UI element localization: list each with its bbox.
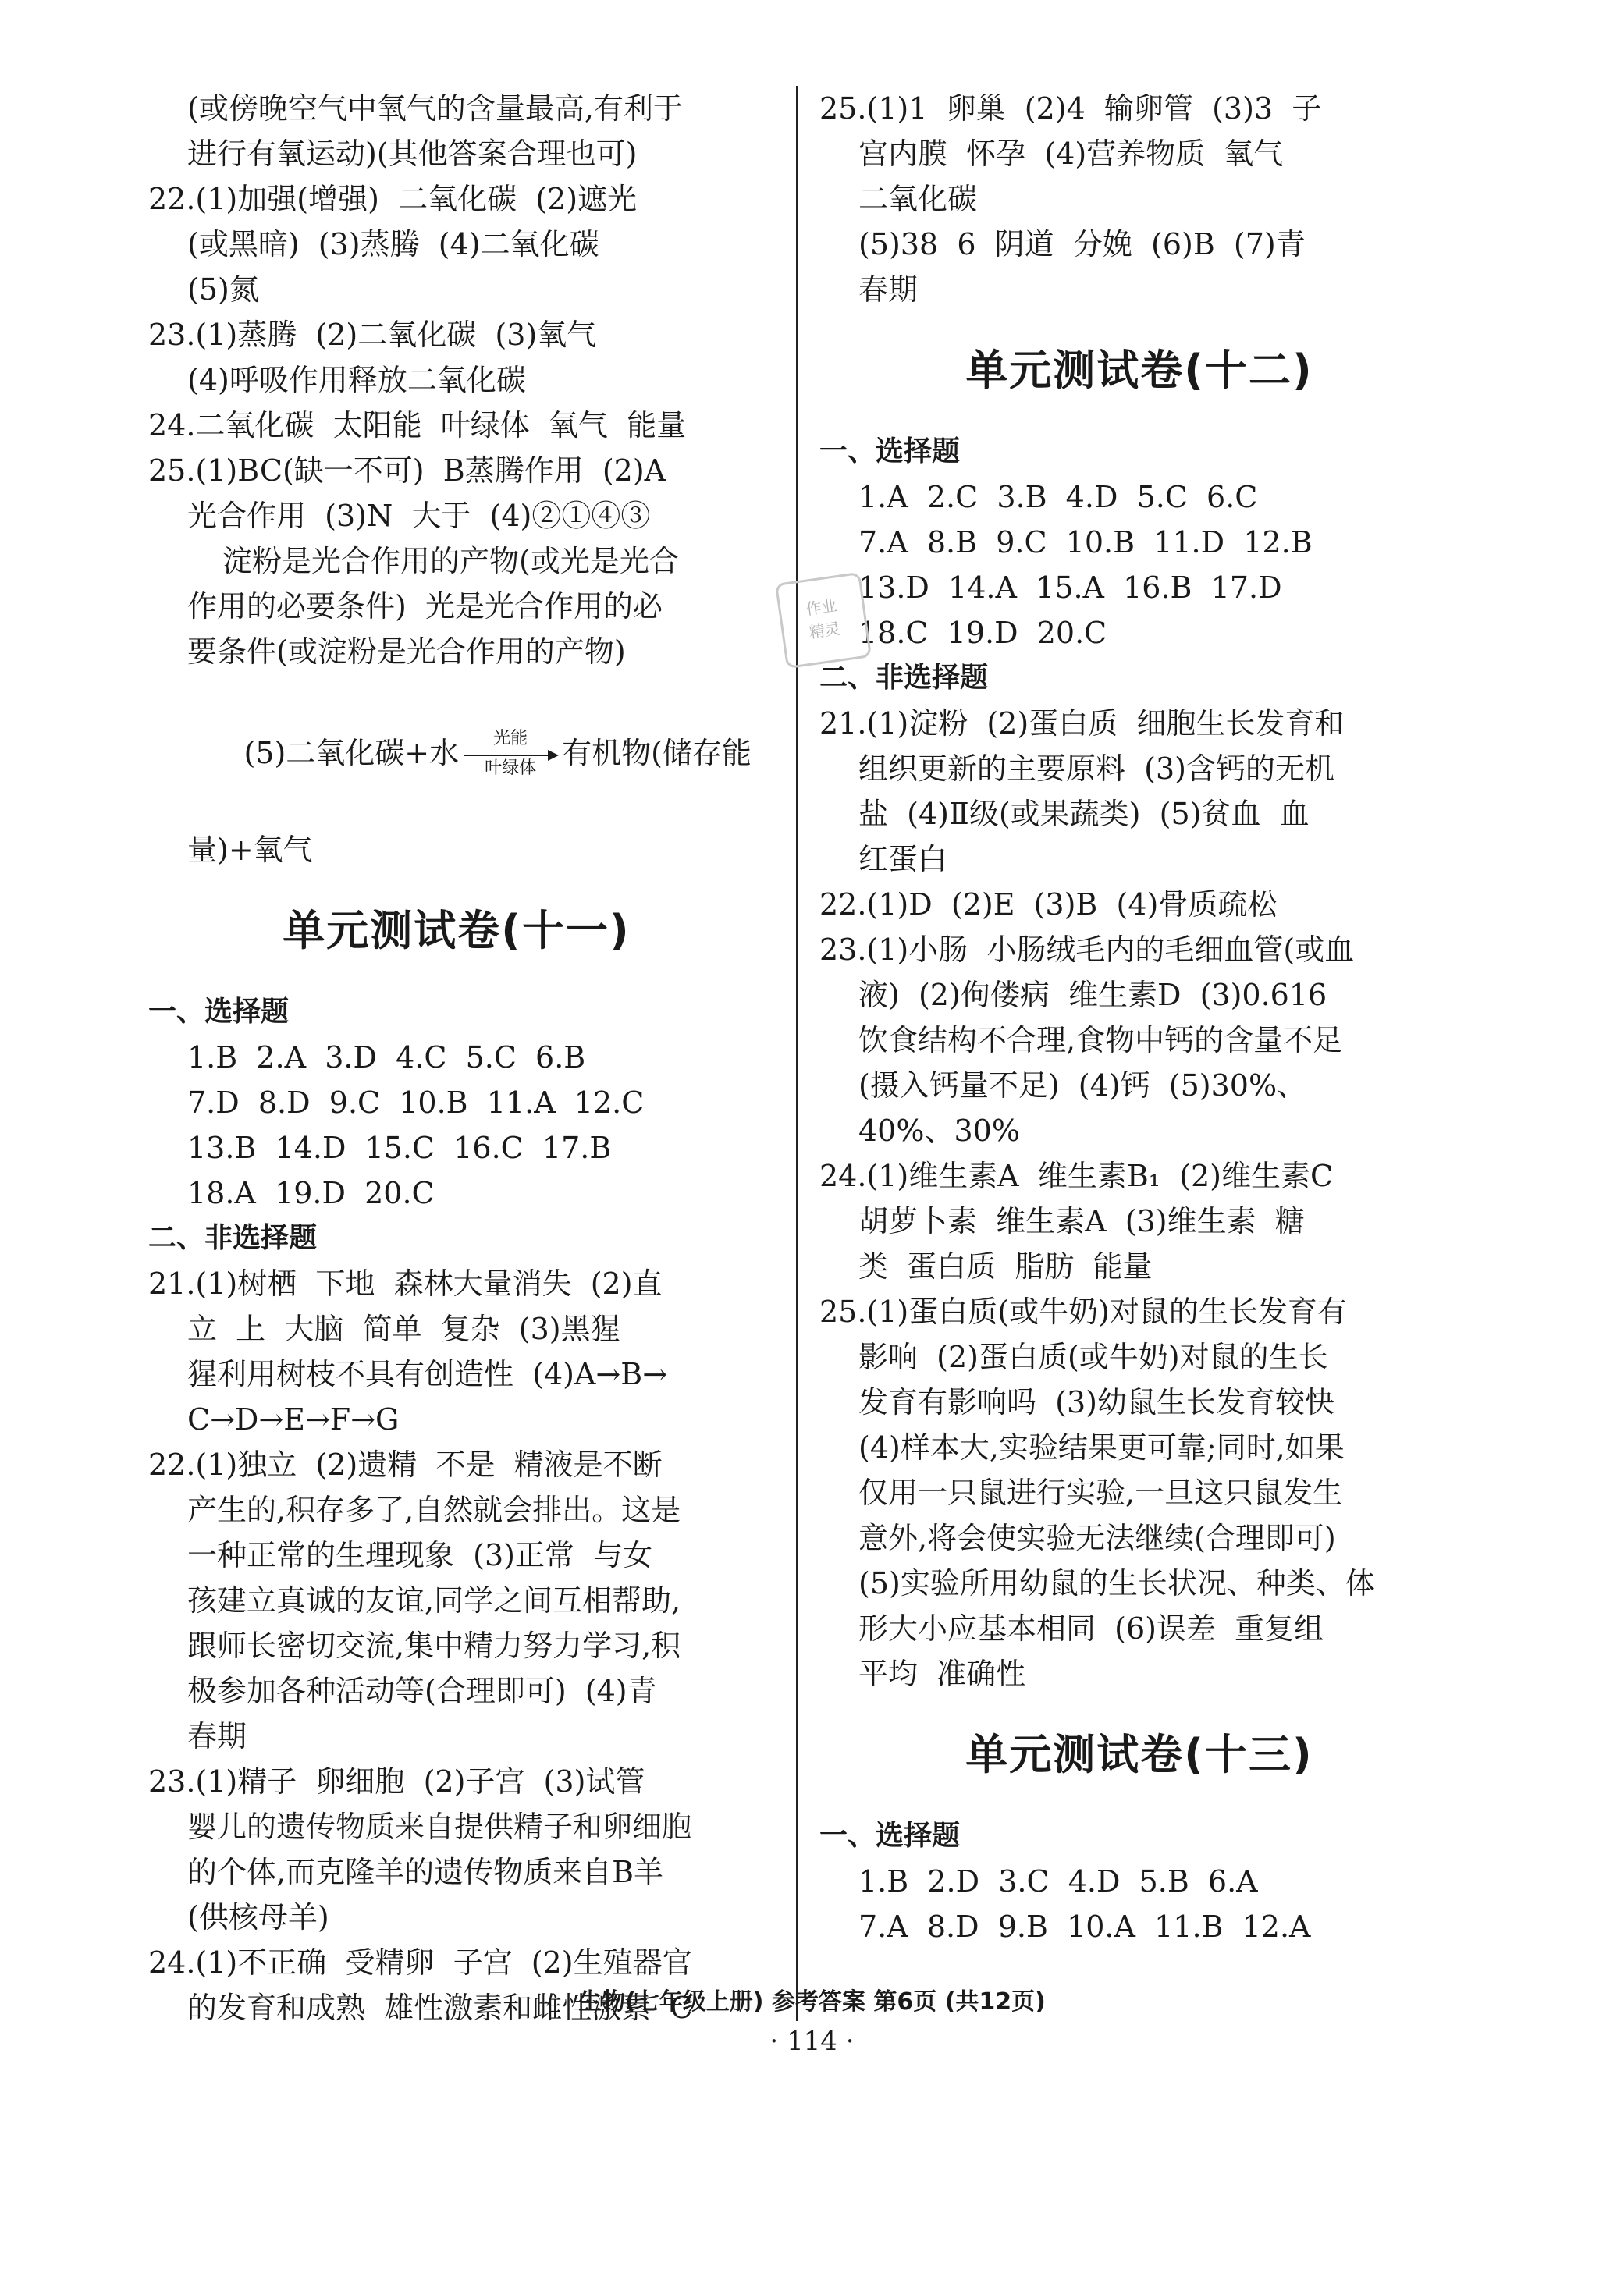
text-line: 婴儿的遗传物质来自提供精子和卵细胞 [187,1810,692,1844]
section-heading: 一、选择题 [819,435,961,467]
text-line: 盐 (4)Ⅱ级(或果蔬类) (5)贫血 血 [858,797,1310,831]
answer-row: 7.A 8.B 9.C 10.B 11.D 12.B [858,525,1313,560]
text-line: 21.(1)淀粉 (2)蛋白质 细胞生长发育和 [819,706,1345,741]
text-line: (4)呼吸作用释放二氧化碳 [187,363,526,397]
section-title: 单元测试卷(十一) [283,906,631,955]
text-line: 24.(1)维生素A 维生素B₁ (2)维生素C [819,1159,1334,1193]
text-line: 宫内膜 怀孕 (4)营养物质 氧气 [858,137,1284,171]
text-line: 一种正常的生理现象 (3)正常 与女 [187,1538,653,1572]
text-line: 量)+氧气 [187,833,313,867]
text-line: 发育有影响吗 (3)幼鼠生长发育较快 [858,1385,1334,1419]
text-line: 影响 (2)蛋白质(或牛奶)对鼠的生长 [858,1340,1328,1374]
text-line: 22.(1)D (2)E (3)B (4)骨质疏松 [819,887,1278,922]
text-line: 的发育和成熟 雄性激素和雌性激素 C [187,1991,693,2025]
text-line: 淀粉是光合作用的产物(或光是光合 [222,544,679,578]
photosynthesis-equation [148,685,765,821]
text-line: 产生的,积存多了,自然就会排出。这是 [187,1493,681,1527]
text-line: 跟师长密切交流,集中精力努力学习,积 [187,1629,681,1663]
text-line: 类 蛋白质 脂肪 能量 [858,1249,1153,1284]
text-line: 组织更新的主要原料 (3)含钙的无机 [858,751,1334,786]
text-line: 24.(1)不正确 受精卵 子宫 (2)生殖器官 [148,1945,692,1980]
text-line: 25.(1)1 卵巢 (2)4 输卵管 (3)3 子 [819,91,1322,126]
text-line: 意外,将会使实验无法继续(合理即可) [858,1521,1336,1555]
stamp-text: 作业 [805,595,839,619]
answer-row: 1.B 2.A 3.D 4.C 5.C 6.B [187,1040,586,1075]
arrow-condition-top: 光能 [493,728,528,748]
text-line: (或黑暗) (3)蒸腾 (4)二氧化碳 [187,227,599,261]
text-line: 25.(1)蛋白质(或牛奶)对鼠的生长发育有 [819,1295,1347,1329]
answer-row: 1.A 2.C 3.B 4.D 5.C 6.C [858,480,1258,514]
text-line: (摄入钙量不足) (4)钙 (5)30%、 [858,1068,1307,1103]
text-line: 液) (2)佝偻病 维生素D (3)0.616 [858,978,1327,1012]
column-divider [796,86,798,2021]
reaction-arrow [464,728,557,778]
section-heading: 一、选择题 [819,1820,961,1852]
page-number: · 114 · [769,2026,855,2057]
text-line: 25.(1)BC(缺一不可) B蒸腾作用 (2)A [148,453,666,488]
text-line: (或傍晚空气中氧气的含量最高,有利于 [187,91,683,126]
text-line: 红蛋白 [858,842,948,876]
text-line: 饮食结构不合理,食物中钙的含量不足 [858,1023,1343,1057]
section-heading: 一、选择题 [148,996,290,1028]
section-title: 单元测试卷(十三) [965,1730,1313,1779]
arrow-icon [464,755,557,756]
section-title: 单元测试卷(十二) [965,346,1313,395]
text-line: 的个体,而克隆羊的遗传物质来自B羊 [187,1855,664,1889]
right-column [819,86,1459,1949]
text-line: (5)实验所用幼鼠的生长状况、种类、体 [858,1566,1375,1600]
text-line: 立 上 大脑 简单 复杂 (3)黑猩 [187,1312,620,1346]
text-line: 21.(1)树栖 下地 森林大量消失 (2)直 [148,1266,663,1301]
text-line: 作用的必要条件) 光是光合作用的必 [187,589,663,623]
answer-row: 7.D 8.D 9.C 10.B 11.A 12.C [187,1085,645,1120]
text-line: 24.二氧化碳 太阳能 叶绿体 氧气 能量 [148,408,687,442]
answer-row: 13.B 14.D 15.C 16.C 17.B [187,1131,612,1165]
text-line: 胡萝卜素 维生素A (3)维生素 糖 [858,1204,1305,1238]
page-footer: 生物(七年级上册) 参考答案 第6页 (共12页) [578,1988,1046,2016]
text-line: 猩利用树枝不具有创造性 (4)A→B→ [187,1357,668,1391]
text-line: 22.(1)加强(增强) 二氧化碳 (2)遮光 [148,182,638,216]
text-line: 仅用一只鼠进行实验,一旦这只鼠发生 [858,1476,1343,1510]
text-line: 光合作用 (3)N 大于 (4)②①④③ [187,499,651,533]
text-line: 极参加各种活动等(合理即可) (4)青 [187,1674,657,1708]
section-heading: 二、非选择题 [148,1222,318,1254]
text-line: 23.(1)蒸腾 (2)二氧化碳 (3)氧气 [148,318,597,352]
equation-products: 有机物(储存能 [562,736,752,770]
text-line: 平均 准确性 [858,1657,1026,1691]
text-line: 22.(1)独立 (2)遗精 不是 精液是不断 [148,1448,663,1482]
text-line: (5)38 6 阴道 分娩 (6)B (7)青 [858,227,1306,261]
answer-row: 18.C 19.D 20.C [858,616,1107,650]
section-heading: 二、非选择题 [819,662,989,694]
text-line: (4)样本大,实验结果更可靠;同时,如果 [858,1430,1345,1465]
answer-row: 18.A 19.D 20.C [187,1176,435,1210]
text-line: 要条件(或淀粉是光合作用的产物) [187,634,626,669]
text-line: 春期 [187,1719,247,1753]
watermark-stamp [775,572,872,669]
text-line: 孩建立真诚的友谊,同学之间互相帮助, [187,1583,681,1618]
left-column [148,86,765,2030]
text-line: 23.(1)精子 卵细胞 (2)子宫 (3)试管 [148,1764,645,1799]
text-line: (5)氮 [187,272,259,307]
answer-row: 1.B 2.D 3.C 4.D 5.B 6.A [858,1864,1258,1899]
text-line: (供核母羊) [187,1900,329,1934]
text-line: 二氧化碳 [858,182,978,216]
equation-reactants: (5)二氧化碳+水 [243,736,460,770]
text-line: 进行有氧运动)(其他答案合理也可) [187,137,638,171]
answer-row: 7.A 8.D 9.B 10.A 11.B 12.A [858,1909,1311,1944]
text-line: C→D→E→F→G [187,1402,400,1437]
arrow-condition-bottom: 叶绿体 [485,758,537,778]
text-line: 40%、30% [858,1114,1020,1148]
stamp-text: 精灵 [808,619,842,642]
answer-row: 13.D 14.A 15.A 16.B 17.D [858,570,1282,605]
text-line: 春期 [858,272,919,307]
text-line: 形大小应基本相同 (6)误差 重复组 [858,1611,1324,1646]
text-line: 23.(1)小肠 小肠绒毛内的毛细血管(或血 [819,933,1355,967]
